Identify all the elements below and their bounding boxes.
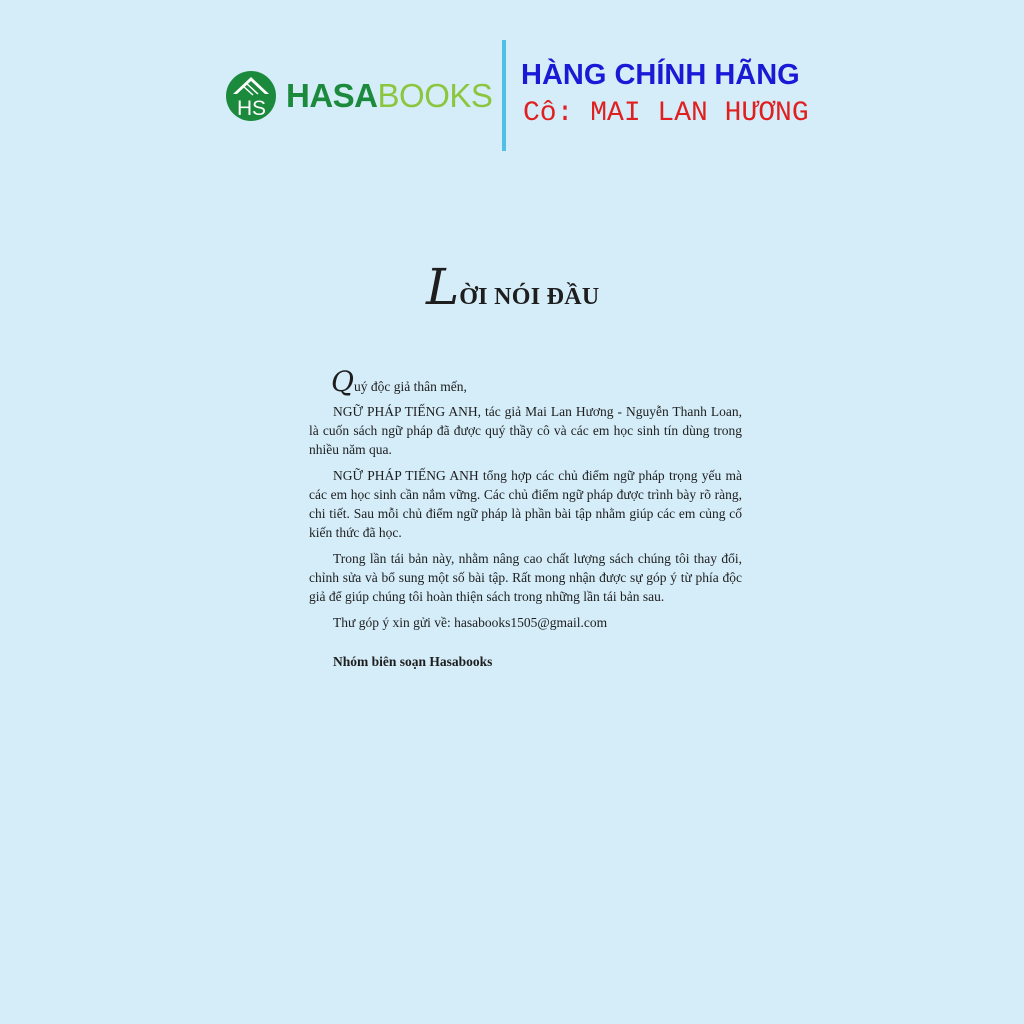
hasabooks-logo-icon	[225, 70, 277, 122]
svg-text:S: S	[252, 97, 267, 120]
svg-text:H: H	[237, 97, 253, 120]
heading-text: ỜI NÓI ĐẦU	[459, 284, 600, 310]
paragraph: Trong lần tái bản này, nhằm nâng cao chất lượng sách chúng tôi thay đổi, chỉnh sửa và bổ sung một số bài tập. Rất mong nhận được sự góp ý từ phía độc giả để giúp chúng tôi hoàn thiện sách trong những lần tái bản sau.	[309, 551, 742, 604]
hasabooks-logo-wordmark	[286, 74, 492, 118]
contact-line: Thư góp ý xin gửi về: hasabooks1505@gmail.com	[333, 615, 608, 630]
greeting-initial: Q	[331, 365, 354, 398]
paragraph: NGỮ PHÁP TIẾNG ANH tổng hợp các chủ điểm ngữ pháp trọng yếu mà các em học sinh cần nắm vững. Các chủ điểm ngữ pháp được trình bày rõ ràng, chi tiết. Sau mỗi chủ điểm ngữ pháp là phần bài tập nhằm giúp các em củng cố kiến thức đã học.	[309, 468, 742, 540]
greeting-text: uý độc giả thân mến,	[353, 379, 467, 394]
preface-body	[309, 365, 742, 678]
preface-heading	[426, 258, 600, 316]
logo-wordmark-part1: HASA	[286, 77, 378, 114]
signature: Nhóm biên soạn Hasabooks	[333, 654, 493, 669]
header-divider	[502, 40, 506, 151]
heading-initial: L	[426, 258, 460, 316]
paragraph: NGỮ PHÁP TIẾNG ANH, tác giả Mai Lan Hương - Nguyễn Thanh Loan, là cuốn sách ngữ pháp đã được quý thầy cô và các em học sinh tín dùng trong nhiều năm qua.	[309, 404, 742, 457]
logo-wordmark-part2: BOOKS	[377, 77, 493, 114]
greeting	[309, 365, 742, 398]
authentic-badge-title: HÀNG CHÍNH HÃNG	[521, 59, 800, 91]
author-name: Cô: MAI LAN HƯƠNG	[523, 98, 809, 129]
